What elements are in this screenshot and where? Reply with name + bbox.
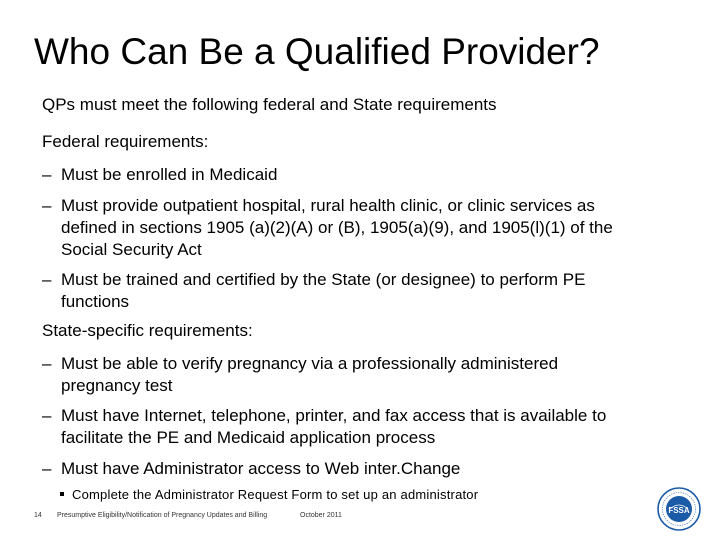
dash-bullet: – (42, 270, 52, 289)
state-item-2 (42, 405, 642, 449)
federal-item-3 (42, 269, 642, 313)
dash-bullet: – (42, 459, 52, 478)
footer-date: October 2011 (300, 512, 342, 519)
dash-bullet: – (42, 354, 52, 373)
intro-text: QPs must meet the following federal and State requirements (42, 95, 497, 114)
state-requirements-heading: State-specific requirements: (42, 321, 253, 340)
state-item-text: Must have Internet, telephone, printer, and fax access that is available to facilitate the PE and Medicaid application process (61, 406, 607, 447)
state-item-text: Must have Administrator access to Web inter.Change (61, 459, 461, 478)
dash-bullet: – (42, 196, 52, 215)
seal-icon (657, 487, 701, 531)
state-item-1 (42, 353, 642, 397)
federal-item-text: Must be trained and certified by the State (or designee) to perform PE functions (61, 270, 586, 311)
dash-bullet: – (42, 406, 52, 425)
slide-title: Who Can Be a Qualified Provider? (34, 31, 600, 72)
square-bullet-icon (60, 492, 64, 496)
state-item-3 (42, 458, 642, 480)
federal-item-1 (42, 164, 642, 186)
federal-item-text: Must provide outpatient hospital, rural health clinic, or clinic services as defined in sections 1905 (a)(2)(A) or (B), 1905(a)(9), and 1905(l)(1) of the Social Security Act (61, 196, 613, 259)
state-seal-logo (657, 487, 701, 531)
federal-item-2 (42, 195, 642, 261)
dash-bullet: – (42, 165, 52, 184)
state-item-text: Must be able to verify pregnancy via a professionally administered pregnancy test (61, 354, 559, 395)
seal-text: FSSA (668, 506, 690, 515)
footer-topic: Presumptive Eligibility/Notification of Pregnancy Updates and Billing (57, 512, 268, 519)
federal-item-text: Must be enrolled in Medicaid (61, 165, 278, 184)
federal-requirements-heading: Federal requirements: (42, 132, 209, 151)
footer-page-number: 14 (34, 512, 42, 519)
state-sub-item (60, 487, 478, 503)
state-sub-item-text: Complete the Administrator Request Form to set up an administrator (72, 487, 479, 502)
